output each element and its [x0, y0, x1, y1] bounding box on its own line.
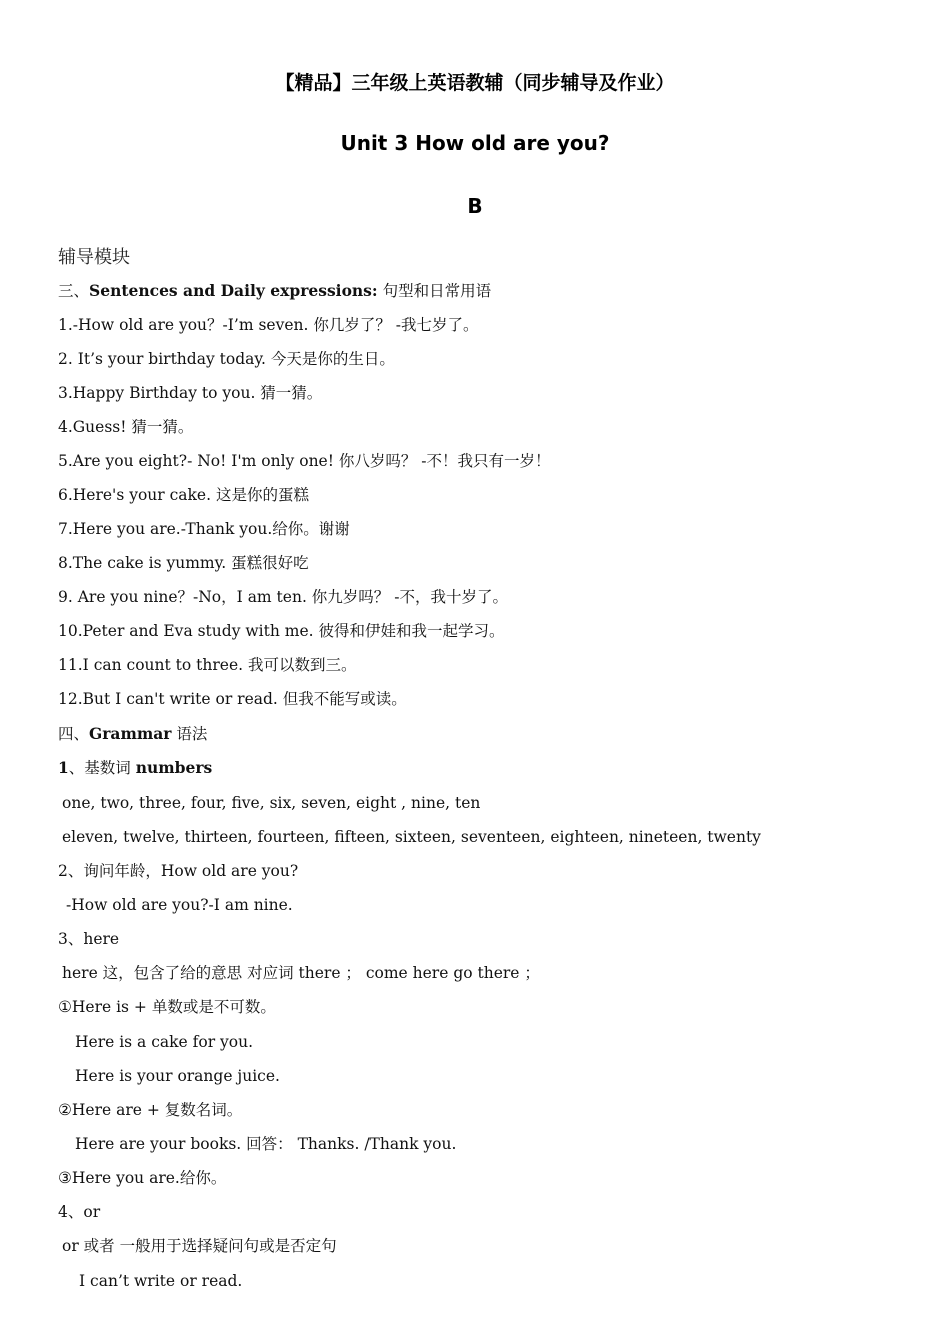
numbers-line: eleven, twelve, thirteen, fourteen, fifteen, sixteen, seventeen, eighteen, nineteen, twenty	[62, 828, 761, 846]
numbers-heading-num: 1	[58, 758, 69, 777]
age-example: -How old are you?-I am nine.	[66, 896, 293, 914]
section4-suffix: 语法	[171, 725, 208, 743]
sentence-item: 9. Are you nine？-No，I am ten. 你九岁吗？ -不，我十岁了。	[58, 588, 508, 606]
sentence-item: 1.-How old are you？-I’m seven. 你几岁了？ -我七岁了。	[58, 316, 479, 334]
numbers-heading	[58, 758, 212, 778]
here-rule: ②Here are + 复数名词。	[58, 1101, 243, 1119]
unit-title: Unit 3 How old are you?	[340, 131, 610, 155]
section4-heading	[58, 724, 207, 744]
document-title: 【精品】三年级上英语教辅（同步辅导及作业）	[275, 72, 675, 94]
sentence-item: 4.Guess! 猜一猜。	[58, 418, 194, 436]
section3-suffix: 句型和日常用语	[377, 282, 492, 300]
module-heading: 辅导模块	[58, 247, 130, 268]
here-rule: ①Here is + 单数或是不可数。	[58, 998, 276, 1016]
or-description: or 或者 一般用于选择疑问句或是否定句	[62, 1237, 337, 1255]
section3-prefix: 三、	[58, 282, 90, 300]
here-example: Here is your orange juice.	[75, 1067, 280, 1085]
part-label: B	[467, 194, 483, 218]
sentence-item: 6.Here's your cake. 这是你的蛋糕	[58, 486, 309, 504]
age-heading: 2、询问年龄，How old are you?	[58, 862, 299, 880]
numbers-heading-text: 、基数词	[68, 759, 136, 777]
sentence-item: 12.But I can't write or read. 但我不能写或读。	[58, 690, 407, 708]
sentence-item: 7.Here you are.-Thank you.给你。谢谢	[58, 520, 350, 538]
sentence-item: 3.Happy Birthday to you. 猜一猜。	[58, 384, 323, 402]
sentence-item: 11.I can count to three. 我可以数到三。	[58, 656, 357, 674]
here-example: Here are your books. 回答： Thanks. /Thank you.	[75, 1135, 457, 1153]
or-example: I can’t write or read.	[79, 1272, 243, 1290]
numbers-line: one, two, three, four, five, six, seven, eight , nine, ten	[62, 794, 481, 812]
sentence-item: 8.The cake is yummy. 蛋糕很好吃	[58, 554, 309, 572]
numbers-heading-bold: numbers	[135, 758, 213, 777]
here-example: Here is a cake for you.	[75, 1033, 254, 1051]
here-rule: ③Here you are.给你。	[58, 1169, 227, 1187]
sentence-item: 10.Peter and Eva study with me. 彼得和伊娃和我一起学习。	[58, 622, 505, 640]
section3-bold-label: Sentences and Daily expressions:	[89, 281, 378, 300]
sentence-item: 2. It’s your birthday today. 今天是你的生日。	[58, 350, 395, 368]
section4-bold-label: Grammar	[89, 724, 172, 743]
section3-heading	[58, 281, 491, 301]
here-description: here 这，包含了给的意思 对应词 there ； come here go there ；	[62, 964, 540, 982]
or-heading: 4、or	[58, 1203, 101, 1221]
section4-prefix: 四、	[58, 725, 90, 743]
here-heading: 3、here	[58, 930, 120, 948]
sentence-item: 5.Are you eight?- No! I'm only one! 你八岁吗？ -不！我只有一岁！	[58, 452, 551, 470]
